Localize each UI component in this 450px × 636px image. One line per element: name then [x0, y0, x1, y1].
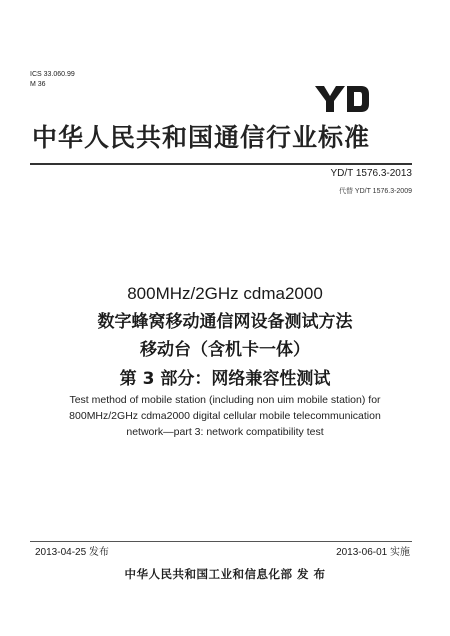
- title-line-3: 移动台（含机卡一体）: [140, 340, 310, 360]
- english-title-line-2: 800MHz/2GHz cdma2000 digital cellular mobile telecommunication: [69, 410, 381, 422]
- title-line-4: 第 3 部分：网络兼容性测试: [119, 369, 331, 389]
- standard-category-title: 中华人民共和国通信行业标准: [32, 123, 371, 152]
- english-title-line-1: Test method of mobile station (including non uim mobile station) for: [69, 394, 381, 406]
- english-title: [25, 392, 425, 440]
- issuing-authority: 中华人民共和国工业和信息化部 发 布: [124, 567, 326, 581]
- category-code: M 36: [30, 81, 46, 88]
- footer-divider: [30, 541, 412, 542]
- english-title-line-3: network—part 3: network compatibility test: [126, 426, 324, 438]
- yd-logo: [313, 84, 371, 114]
- issue-date: 2013-04-25 发布: [35, 547, 109, 558]
- replaces-standard: 代替 YD/T 1576.3-2009: [338, 188, 412, 195]
- ics-code: ICS 33.060.99: [30, 71, 75, 78]
- standard-number: YD/T 1576.3-2013: [330, 168, 412, 179]
- header-divider: [30, 163, 412, 165]
- implementation-date: 2013-06-01 实施: [336, 547, 410, 558]
- classification-block: [30, 70, 75, 90]
- title-line-2: 数字蜂窝移动通信网设备测试方法: [97, 312, 353, 332]
- title-line-1: 800MHz/2GHz cdma2000: [127, 284, 323, 303]
